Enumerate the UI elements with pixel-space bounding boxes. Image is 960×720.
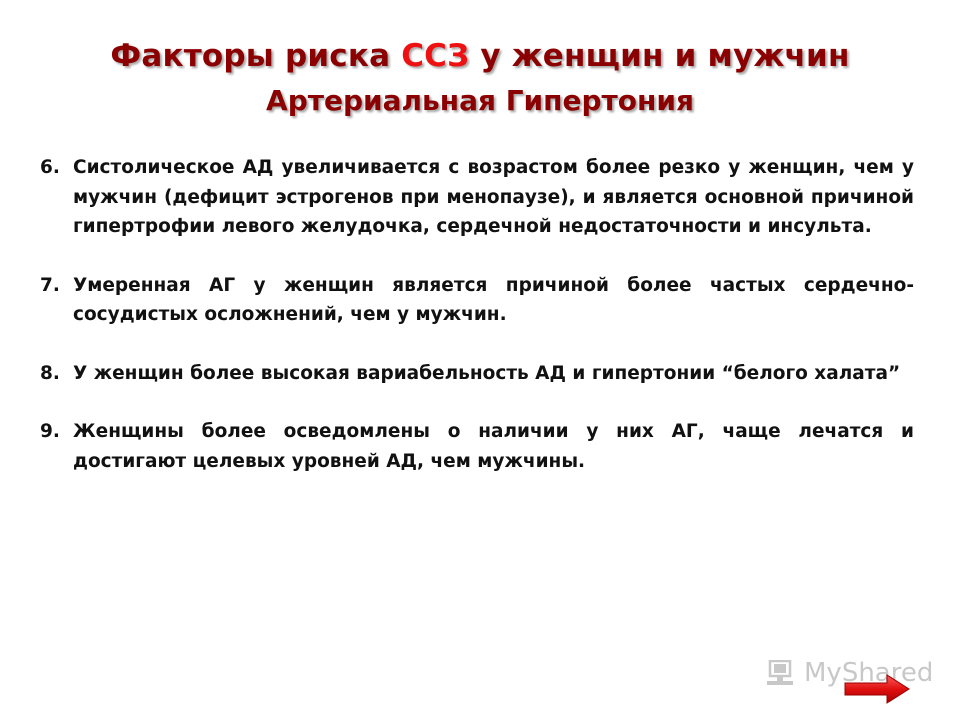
next-slide-button[interactable]	[843, 672, 911, 706]
list-item	[40, 271, 914, 330]
item-text: Женщины более осведомлены о наличии у них АГ, чаще лечатся и достигают целевых уровней АД, чем мужчины.	[73, 421, 914, 472]
item-text: У женщин более высокая вариабельность АД и гипертонии “белого халата”	[73, 362, 901, 384]
list-item	[40, 417, 914, 476]
watermark-text: MyShared	[804, 658, 934, 688]
title-highlight: ССЗ	[401, 38, 470, 74]
item-text: Систолическое АД увеличивается с возрастом более резко у женщин, чем у мужчин (дефицит эстрогенов при менопаузе), и является основной причиной гипертрофии левого желудочка, сердечной недостаточности и инсульта.	[73, 157, 914, 237]
title-part1: Факторы риска	[110, 38, 402, 74]
title-part2: у женщин и мужчин	[469, 38, 850, 74]
item-text: Умеренная АГ у женщин является причиной более частых сердечно-сосудистых осложнений, чем у мужчин.	[73, 274, 914, 325]
slide-title	[0, 38, 960, 74]
slide-subtitle: Артериальная Гипертония	[266, 84, 694, 117]
monitor-icon	[766, 660, 794, 686]
next-arrow-icon	[843, 672, 911, 706]
item-number: 6.	[40, 157, 60, 178]
item-number: 7.	[40, 274, 60, 296]
list-item	[40, 153, 914, 242]
risk-factor-list	[40, 153, 914, 505]
item-number: 8.	[40, 362, 60, 384]
list-item	[40, 359, 914, 389]
item-number: 9.	[40, 421, 60, 442]
